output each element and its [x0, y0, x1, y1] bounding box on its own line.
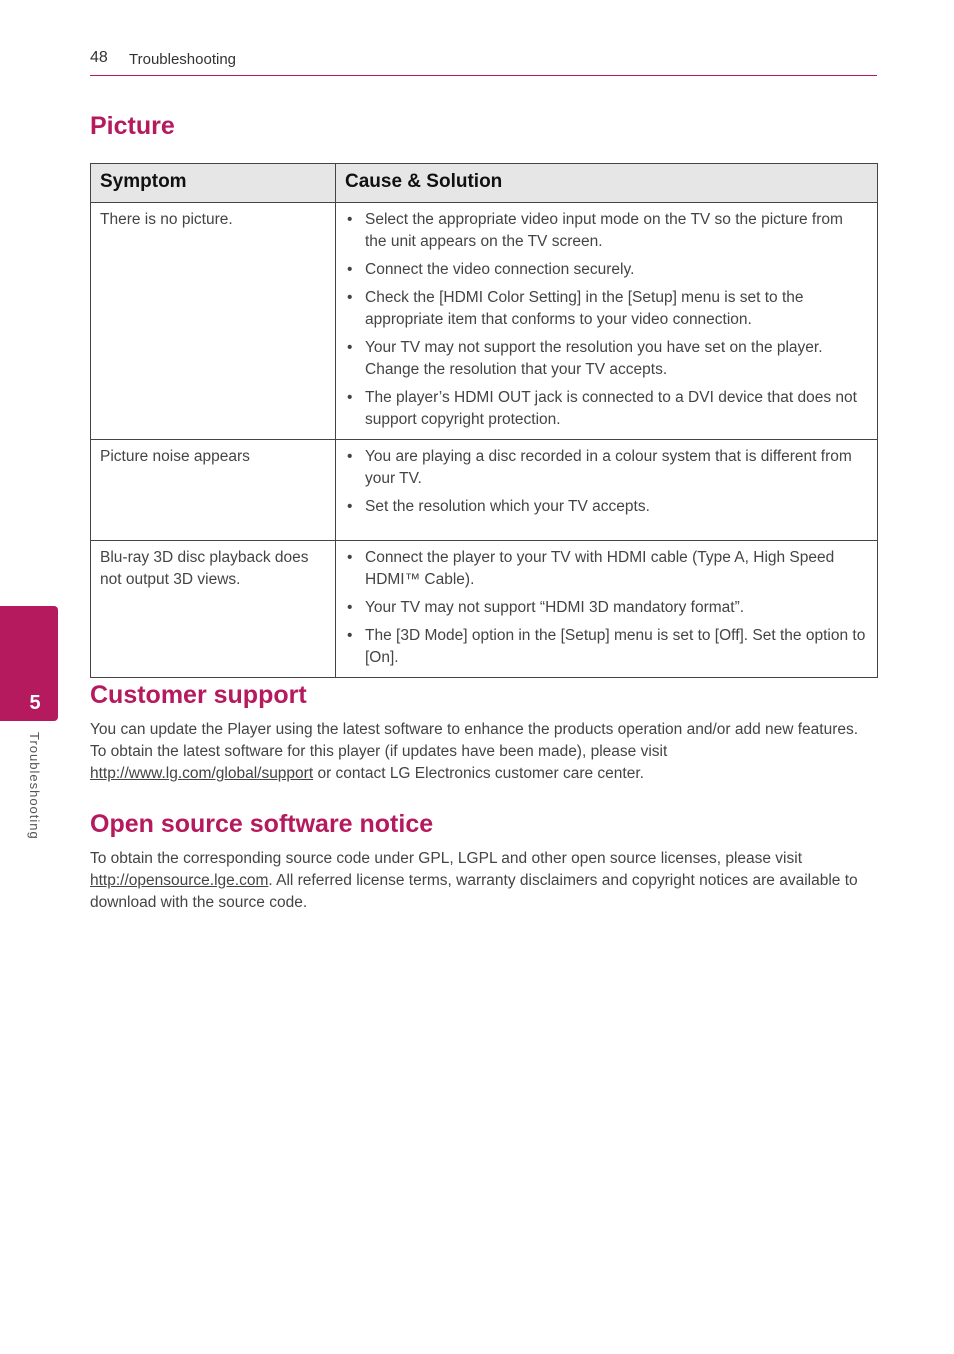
- bullet-icon: •: [347, 261, 353, 278]
- troubleshooting-table: [90, 163, 878, 678]
- solution-cell: [336, 203, 878, 440]
- open-source-text: To obtain the corresponding source code under GPL, LGPL and other open source licenses, please visit http://opensource.lge.com. All referred license terms, warranty disclaimers and copyright notices are available to download with the source code.: [90, 850, 858, 911]
- bullet-icon: •: [347, 599, 353, 616]
- list-item: • Set the resolution which your TV accepts.: [345, 496, 868, 518]
- bullet-icon: •: [347, 211, 353, 228]
- symptom-cell: There is no picture.: [91, 203, 336, 440]
- solution-column-header: Cause & Solution: [336, 164, 878, 203]
- bullet-icon: •: [347, 289, 353, 306]
- open-source-link[interactable]: http://opensource.lge.com: [90, 872, 269, 889]
- header-title: Troubleshooting: [129, 51, 237, 68]
- solution-cell: [336, 440, 878, 541]
- bullet-icon: •: [347, 389, 353, 406]
- list-item: • Your TV may not support the resolution you have set on the player. Change the resolution that your TV accepts.: [347, 339, 823, 378]
- list-item: • Connect the video connection securely.: [345, 259, 868, 281]
- customer-support-text: You can update the Player using the latest software to enhance the products operation and/or add new features. To obtain the latest software for this player (if updates have been made), please visit http://www.lg.com/global/support or contact LG Electronics customer care center.: [90, 721, 859, 782]
- solution-list: [345, 547, 868, 669]
- list-item: • The player’s HDMI OUT jack is connected to a DVI device that does not support copyright protection.: [347, 389, 857, 428]
- open-source-heading: Open source software notice: [90, 810, 434, 838]
- bullet-icon: •: [347, 627, 353, 644]
- list-item: • Select the appropriate video input mode on the TV so the picture from the unit appears on the TV screen.: [347, 211, 843, 250]
- list-item: • Check the [HDMI Color Setting] in the [Setup] menu is set to the appropriate item that conforms to your video connection.: [347, 289, 804, 328]
- solution-cell: [336, 541, 878, 678]
- solution-list: [345, 209, 868, 431]
- chapter-tab: [0, 606, 58, 721]
- symptom-cell: Picture noise appears: [91, 440, 336, 541]
- list-item: • You are playing a disc recorded in a colour system that is different from your TV.: [347, 448, 852, 487]
- table-row: [91, 203, 878, 440]
- chapter-label: Troubleshooting: [27, 732, 42, 840]
- bullet-icon: •: [347, 339, 353, 356]
- customer-support-heading: Customer support: [90, 681, 307, 709]
- support-link[interactable]: http://www.lg.com/global/support: [90, 765, 314, 782]
- list-item: • Your TV may not support “HDMI 3D mandatory format”.: [345, 597, 868, 619]
- bullet-icon: •: [347, 448, 353, 465]
- chapter-number: 5: [29, 692, 41, 714]
- page-header: [90, 48, 877, 76]
- list-item: • Connect the player to your TV with HDMI cable (Type A, High Speed HDMI™ Cable).: [347, 549, 835, 588]
- symptom-cell: Blu-ray 3D disc playback does not output 3D views.: [91, 541, 336, 678]
- solution-list: [345, 446, 868, 518]
- bullet-icon: •: [347, 498, 353, 515]
- bullet-icon: •: [347, 549, 353, 566]
- table-header-row: [91, 164, 878, 203]
- picture-heading: Picture: [90, 112, 175, 140]
- list-item: • The [3D Mode] option in the [Setup] menu is set to [Off]. Set the option to [On].: [347, 627, 866, 666]
- symptom-column-header: Symptom: [91, 164, 336, 203]
- table-row: [91, 541, 878, 678]
- table-row: [91, 440, 878, 541]
- page-number: 48: [90, 49, 108, 66]
